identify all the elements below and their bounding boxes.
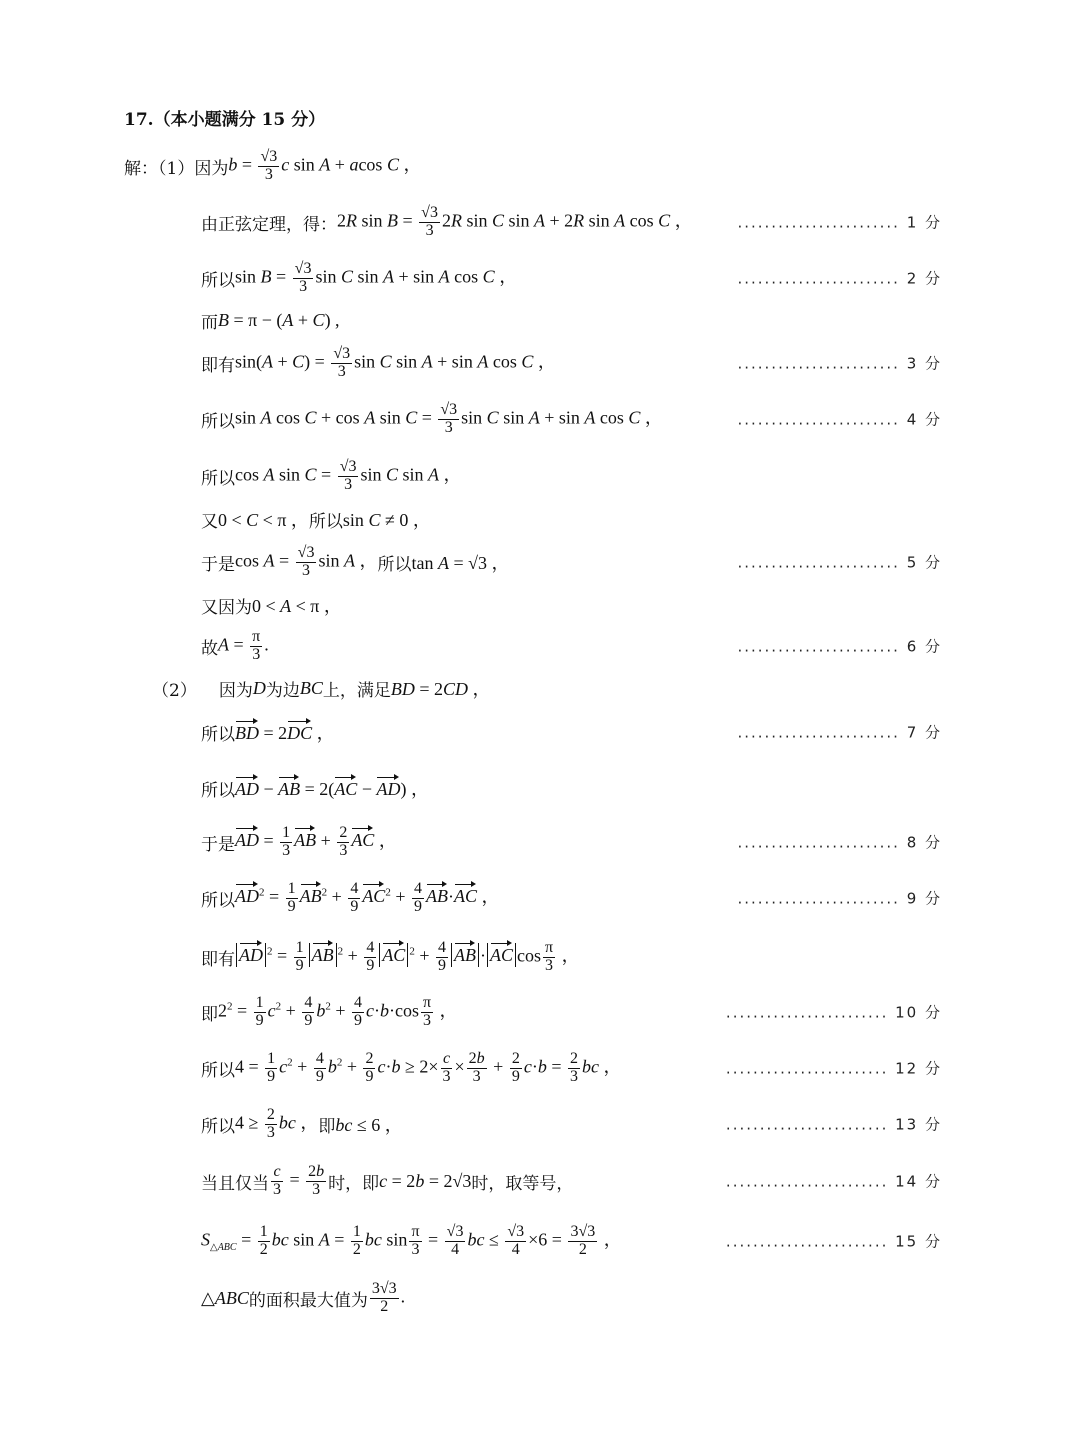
leader-dots: ........................ (725, 1003, 889, 1022)
leader-dots: ........................ (737, 553, 900, 572)
score-marker: 12 分 (895, 1059, 942, 1078)
score-marker: 15 分 (895, 1232, 942, 1251)
solution-line-3: 所以 sin B = $\frac{√3}{3}$ sin C sin A + sin A cos C ， (201, 259, 518, 295)
score-marker: 1 分 (906, 213, 942, 232)
word-namely-have: 即有 (201, 355, 235, 376)
solution-line-6: 所以 sin A cos C + cos A sin C = $\frac{√3}{3}$ sin C sin A + sin A cos C ， (201, 400, 663, 436)
word-when: 时，即 (328, 1173, 380, 1194)
leader-dots: ........................ (737, 889, 900, 908)
word-because: 因为 (218, 680, 253, 701)
word-satisfy: 上，满足 (322, 680, 391, 701)
solution-line-9: 于是 cos A = $\frac{√3}{3}$ sin A ， 所以 tan A = √3 ， (201, 543, 510, 579)
leader-dots: ........................ (737, 269, 900, 288)
word-namely-have: 即有 (201, 949, 235, 970)
word-area-max: 的面积最大值为 (248, 1290, 368, 1311)
solution-line-8: 又 0 < C < π ， 所以 sin C ≠ 0 ， (201, 505, 1080, 533)
solution-line-4: 而 B = π − (A + C) , (201, 309, 340, 333)
score-line-18 (0, 990, 1080, 1034)
score-line-19 (0, 1046, 1080, 1090)
solution-line-17: 即有 AD $^2$ = $\frac{1}{9}$ AB $^2$ + $\frac{4}{9}$ AC $^2$ + $\frac{4}{9}$ AB · AC cos $\frac{\pi}{3}$ ， (201, 938, 580, 974)
solution-line-7: 所以 cos A sin C = $\frac{√3}{3}$ sin C sin A ， (201, 457, 462, 493)
score-line-5 (0, 341, 1080, 385)
score-marker: 6 分 (906, 637, 942, 656)
word-namely: 即 (201, 1004, 218, 1025)
score-line-22 (0, 1218, 1080, 1264)
solution-line-11: 故 A = $\frac{\pi}{3}$ . (201, 627, 269, 663)
solution-line-22: $S_{\triangle ABC}$ = $\frac{1}{2}$ bc sin A = $\frac{1}{2}$ bc sin $\frac{\pi}{3}$ = $\frac{√3}{4}$ bc ≤ $\frac{√3}{4}$ ×6 = $\frac{3√3}{2}$ ， (201, 1222, 622, 1258)
score-marker: 14 分 (895, 1172, 942, 1191)
word-so: 所以 (308, 511, 343, 532)
solution-line-2: 由正弦定理，得： 2R sin B = $\frac{√3}{3}$ 2R sin C sin A + 2R sin A cos C ， (201, 203, 693, 239)
part1-label: 解：（1） (124, 158, 195, 179)
leader-dots: ........................ (737, 213, 900, 232)
score-marker: 3 分 (906, 354, 942, 373)
score-line-9 (0, 540, 1080, 584)
leader-dots: ........................ (737, 410, 900, 429)
word-so: 所以 (201, 411, 235, 432)
heading-text: 17.（本小题满分 15 分） (124, 109, 326, 130)
word-because: 因为 (194, 158, 229, 179)
score-marker: 8 分 (906, 833, 942, 852)
leader-dots: ........................ (725, 1232, 889, 1251)
leader-dots: ........................ (725, 1115, 889, 1134)
score-line-16 (0, 876, 1080, 920)
word-hence: 故 (201, 638, 218, 659)
solution-line-14: 所以 AD − AB = 2(AC − AD) ， (201, 772, 1080, 804)
score-marker: 4 分 (906, 410, 942, 429)
leader-dots: ........................ (725, 1172, 889, 1191)
leader-dots: ........................ (737, 723, 900, 742)
score-line-3 (0, 256, 1080, 300)
score-marker: 10 分 (895, 1003, 942, 1022)
score-line-11 (0, 624, 1080, 668)
score-marker: 7 分 (906, 723, 942, 742)
solution-line-23: △ABC 的面积最大值为 $\frac{3√3}{2}$ . (201, 1279, 406, 1315)
solution-line-10: 又因为 0 < A < π ， (201, 591, 1080, 619)
word-so: 所以 (377, 554, 412, 575)
solution-line-16: 所以 $AD^2$ = $\frac{1}{9}$ $AB^2$ + $\frac{4}{9}$ $AC^2$ + $\frac{4}{9}$ AB·AC ， (201, 879, 500, 915)
leader-dots: ........................ (737, 354, 900, 373)
score-line-15 (0, 820, 1080, 864)
word-so: 所以 (201, 468, 235, 489)
word-sine-theorem: 由正弦定理，得： (201, 214, 337, 235)
word-namely: 即 (318, 1116, 336, 1137)
score-line-2 (0, 200, 1080, 244)
solution-line-15: 于是 AD = $\frac{1}{3}$ AB + $\frac{2}{3}$ AC ， (201, 823, 397, 859)
word-on-side: 为边 (265, 680, 300, 701)
score-marker: 13 分 (895, 1115, 942, 1134)
leader-dots: ........................ (725, 1059, 889, 1078)
solution-line-19: 所以 4 = $\frac{1}{9}$ $c^2$ + $\frac{4}{9}$ $b^2$ + $\frac{2}{9}$ c·b ≥ 2× $\frac{c}{3}$ × $\frac{2b}{3}$ + $\frac{2}{9}$ c·b = $\frac{2}{3}$ bc ， (201, 1049, 622, 1085)
score-line-20 (0, 1102, 1080, 1146)
score-line-6 (0, 397, 1080, 441)
score-marker: 9 分 (906, 889, 942, 908)
score-marker: 2 分 (906, 269, 942, 288)
solution-line-1: 解：（1） 因为 b = $\frac{√3}{3}$ c sin A + acos C ， (124, 147, 422, 183)
part2-label: （2） (152, 680, 197, 701)
leader-dots: ........................ (737, 833, 900, 852)
solution-line-21: 当且仅当 $\frac{c}{3}$ = $\frac{2b}{3}$ 时，即 c = 2b = 2√3 时，取等号， (201, 1162, 574, 1198)
solution-line-18: 即 $2^2$ = $\frac{1}{9}$ $c^2$ + $\frac{4}{9}$ $b^2$ + $\frac{4}{9}$ c·b·cos $\frac{\pi}{3}$ ， (201, 993, 458, 1029)
solution-line-5: 即有 sin(A + C) = $\frac{√3}{3}$ sin C sin A + sin A cos C ， (201, 344, 556, 380)
word-only-if: 当且仅当 (201, 1173, 269, 1194)
problem-heading (124, 104, 1080, 130)
word-so: 所以 (201, 724, 235, 745)
word-so: 所以 (201, 1060, 235, 1081)
solution-line-12: （2） 因为 D 为边 BC 上，满足 BD = 2CD ， (152, 677, 491, 701)
word-also: 又 (201, 511, 218, 532)
score-line-13 (0, 716, 1080, 748)
word-and: 而 (201, 312, 218, 333)
solution-line-20: 所以 4 ≥ $\frac{2}{3}$ bc ， 即 bc ≤ 6 ， (201, 1105, 403, 1141)
solution-line-13: 所以 BD = 2DC ， (201, 716, 1080, 748)
word-so: 所以 (201, 270, 235, 291)
leader-dots: ........................ (737, 637, 900, 656)
score-marker: 5 分 (906, 553, 942, 572)
score-line-21 (0, 1159, 1080, 1203)
word-take-equal: 时，取等号， (471, 1173, 574, 1194)
word-so: 所以 (201, 780, 235, 801)
word-then: 于是 (201, 834, 235, 855)
word-also-because: 又因为 (201, 597, 252, 618)
word-so: 所以 (201, 890, 235, 911)
word-so: 所以 (201, 1116, 235, 1137)
word-then: 于是 (201, 554, 235, 575)
